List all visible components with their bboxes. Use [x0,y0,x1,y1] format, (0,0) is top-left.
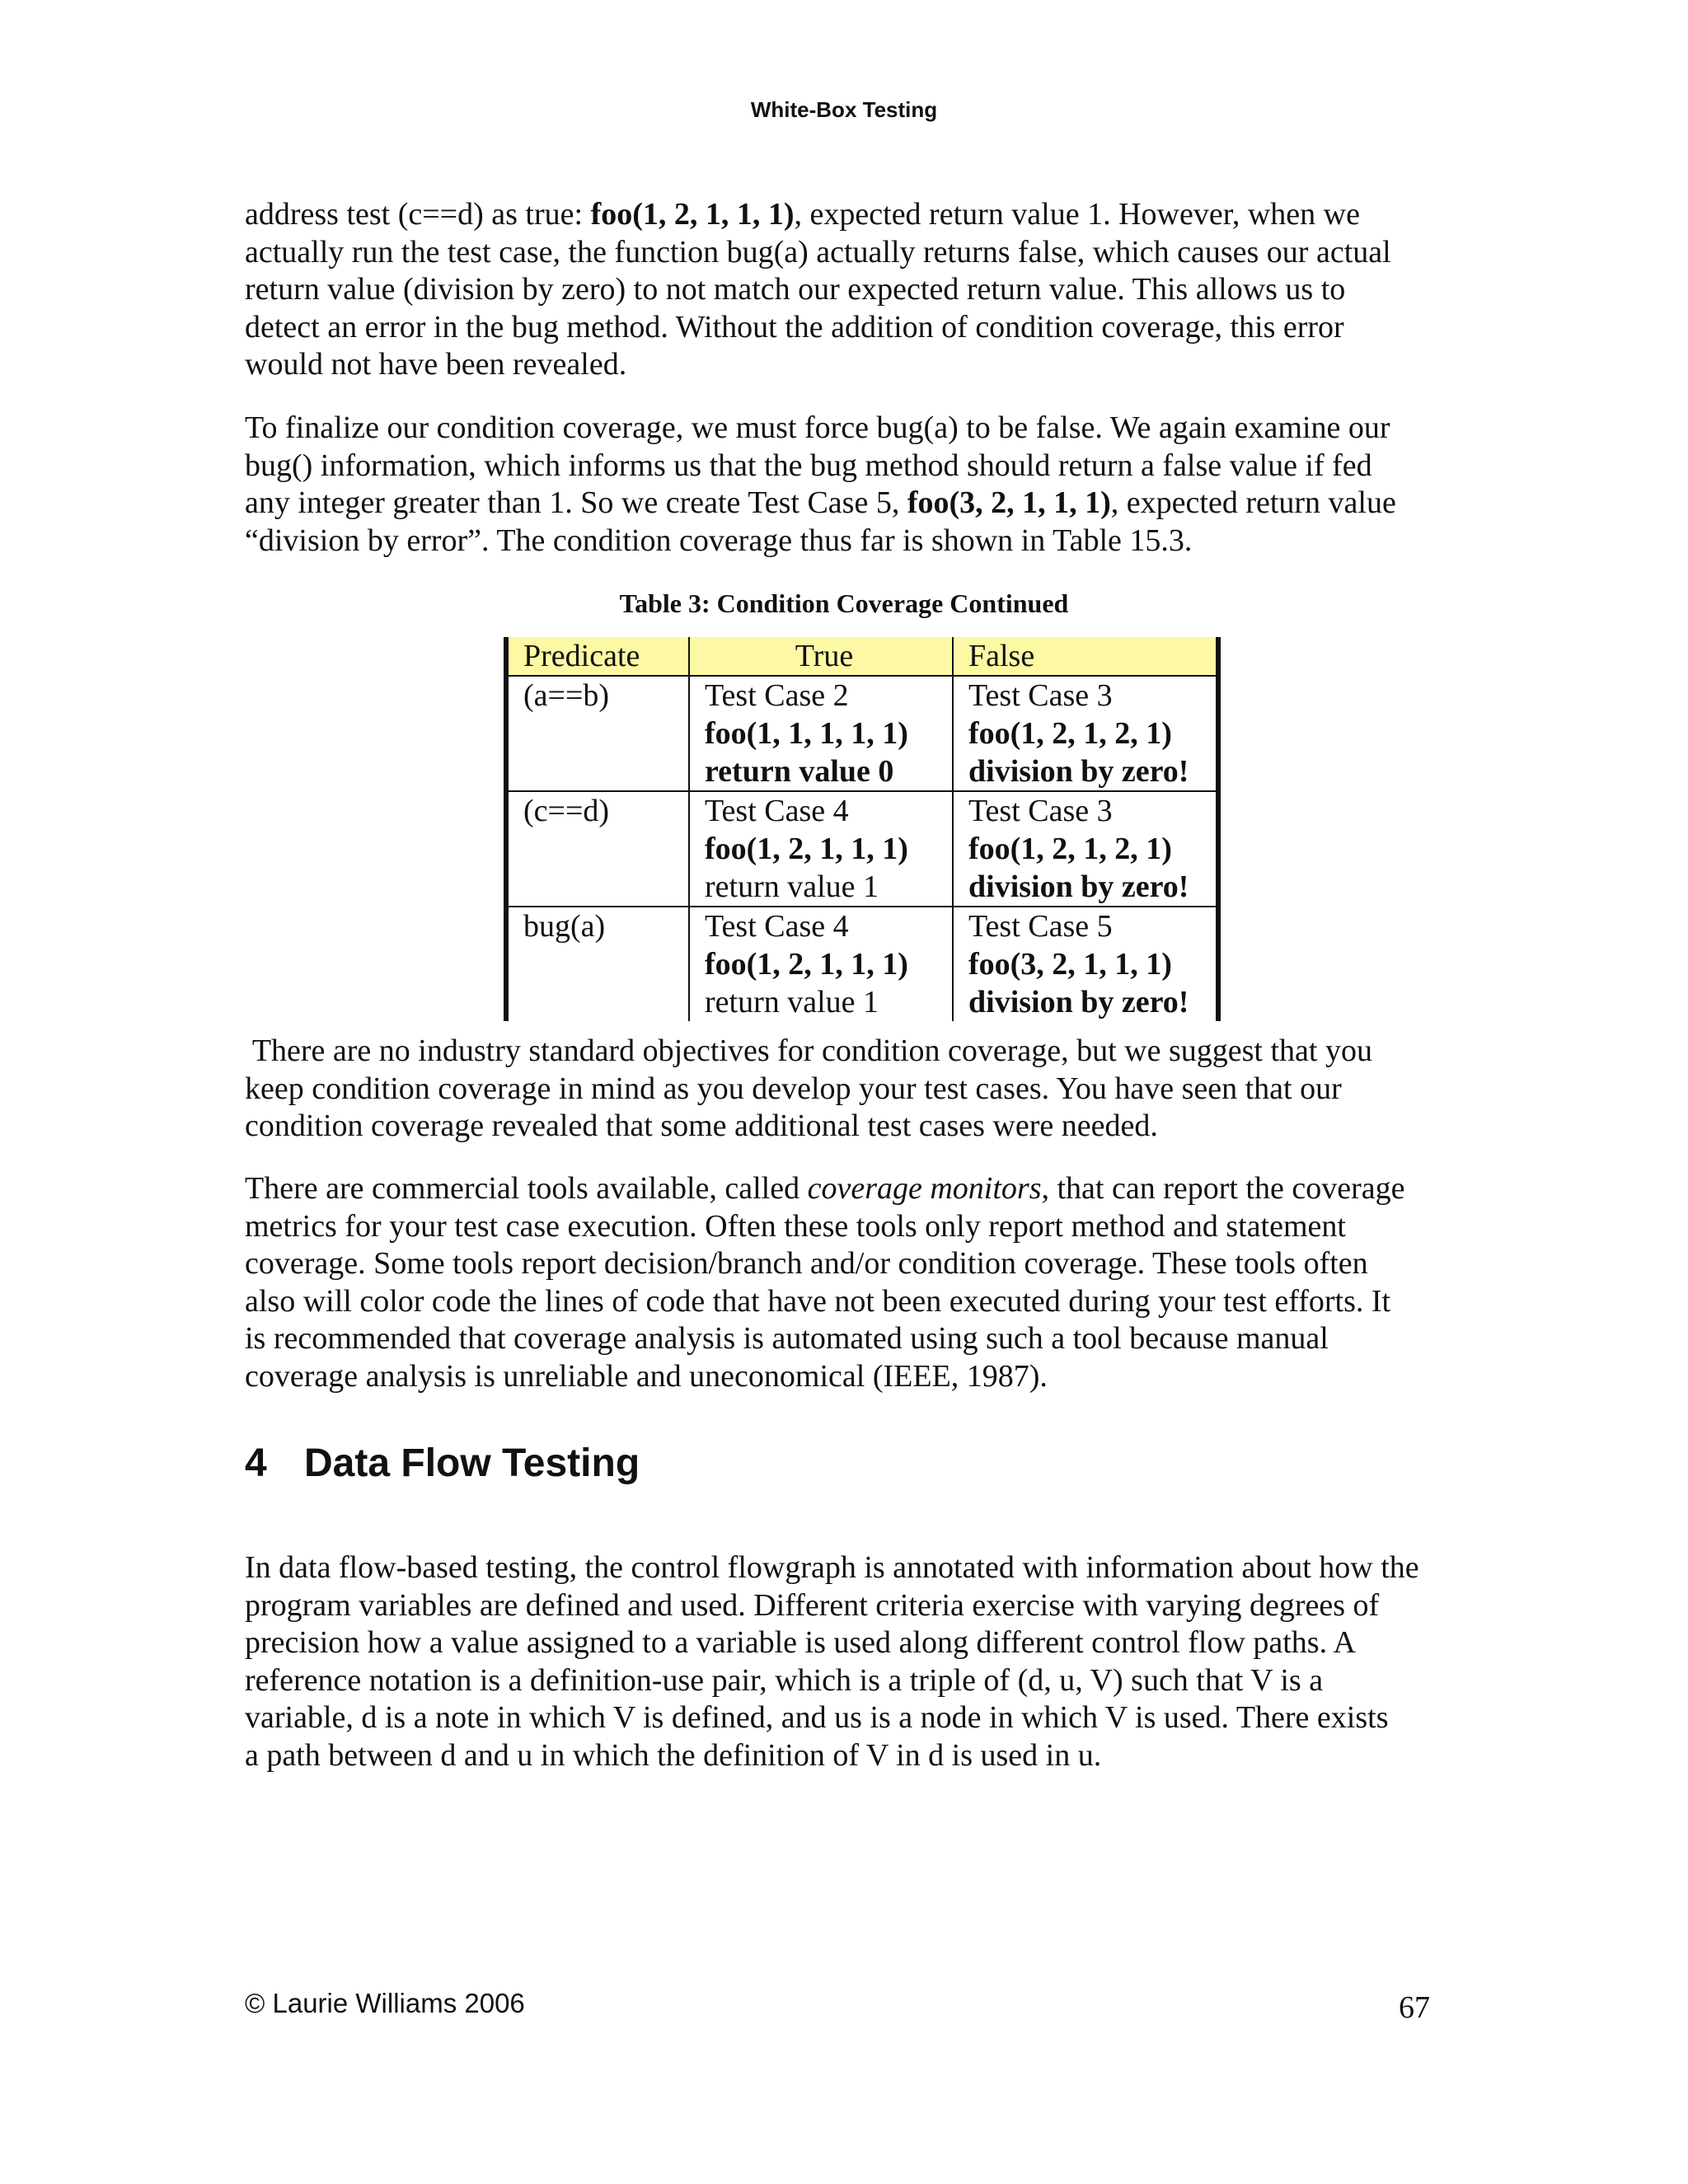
italic-term: coverage monitors [807,1171,1042,1206]
test-call: foo(1, 2, 1, 2, 1) [968,716,1172,751]
section-number: 4 [245,1441,267,1485]
running-header: White-Box Testing [750,97,938,122]
table-row [506,676,1218,791]
paragraph-line: “division by error”. The condition coverage thus far is shown in Table 15.3. [245,523,1193,558]
paragraph-line: bug() information, which informs us that the bug method should return a false value if fed [245,448,1372,483]
paragraph-line: would not have been revealed. [245,347,627,382]
paragraph-3 [245,1033,1481,1146]
paragraph-4 [245,1170,1481,1396]
false-cell [953,791,1218,907]
paragraph-line: reference notation is a definition-use pair, which is a triple of (d, u, V) such that V is a [245,1662,1324,1698]
paragraph-line: coverage analysis is unreliable and uneconomical (IEEE, 1987). [245,1358,1048,1394]
paragraph-line: To finalize our condition coverage, we must force bug(a) to be false. We again examine our [245,410,1390,445]
test-result: division by zero! [968,754,1189,789]
paragraph-text: any integer greater than 1. So we create Test Case 5, [245,485,907,521]
paragraph-line: program variables are defined and used. Different criteria exercise with varying degrees of [245,1587,1380,1623]
test-case-label: Test Case 3 [968,794,1113,828]
paragraph-text: , expected return value 1. However, when we [794,197,1360,232]
code-call: foo(1, 2, 1, 1, 1) [590,197,795,232]
section-title: Data Flow Testing [304,1441,640,1485]
footer-page-number: 67 [1399,1990,1430,2025]
paragraph-line: return value (division by zero) to not match our expected return value. This allows us to [245,272,1346,307]
footer-copyright: © Laurie Williams 2006 [245,1988,525,2018]
paragraph-line: In data flow-based testing, the control flowgraph is annotated with information about how the [245,1550,1419,1585]
test-case-label: Test Case 4 [705,794,849,828]
paragraph-line: detect an error in the bug method. Without the addition of condition coverage, this error [245,309,1344,344]
true-cell [689,791,953,907]
test-result: division by zero! [968,869,1189,904]
column-header-false: False [953,637,1218,676]
test-result: division by zero! [968,985,1189,1019]
paragraph-line: keep condition coverage in mind as you develop your test cases. You have seen that our [245,1071,1342,1106]
table-header-row [506,637,1218,676]
predicate-cell: (a==b) [506,676,689,791]
test-result: return value 1 [705,985,879,1019]
test-case-label: Test Case 2 [705,678,849,713]
predicate-cell: (c==d) [506,791,689,907]
paragraph-line: precision how a value assigned to a variable is used along different control flow paths. A [245,1625,1356,1661]
test-call: foo(3, 2, 1, 1, 1) [968,947,1172,982]
paragraph-line: condition coverage revealed that some additional test cases were needed. [245,1108,1158,1144]
paragraph-line: metrics for your test case execution. Often these tools only report method and statement [245,1208,1346,1244]
paragraph-line: variable, d is a note in which V is defined, and us is a node in which V is used. There exists [245,1700,1389,1736]
code-call: foo(3, 2, 1, 1, 1) [907,485,1111,521]
paragraph-line: is recommended that coverage analysis is automated using such a tool because manual [245,1321,1329,1357]
paragraph-1 [245,196,1481,384]
paragraph-text: , that can report the coverage [1041,1171,1405,1206]
false-cell [953,676,1218,791]
paragraph-line: There are no industry standard objectives for condition coverage, but we suggest that you [245,1033,1372,1068]
test-result: return value 0 [705,754,894,789]
true-cell [689,676,953,791]
paragraph-2 [245,410,1481,560]
paragraph-text: , expected return value [1110,485,1396,521]
paragraph-text: address test (c==d) as true: [245,197,591,232]
section-heading [245,1441,640,1486]
test-call: foo(1, 2, 1, 1, 1) [705,832,908,866]
column-header-predicate: Predicate [506,637,689,676]
test-call: foo(1, 1, 1, 1, 1) [705,716,908,751]
paragraph-line: also will color code the lines of code that have not been executed during your test efforts. It [245,1283,1391,1319]
column-header-true: True [689,637,953,676]
test-call: foo(1, 2, 1, 2, 1) [968,832,1172,866]
table-row [506,791,1218,907]
predicate-cell: bug(a) [506,907,689,1021]
test-result: return value 1 [705,869,879,904]
paragraph-line: coverage. Some tools report decision/branch and/or condition coverage. These tools often [245,1246,1368,1282]
condition-coverage-table [504,637,1221,1021]
false-cell [953,907,1218,1021]
paragraph-line: actually run the test case, the function bug(a) actually returns false, which causes our actual [245,234,1391,269]
test-call: foo(1, 2, 1, 1, 1) [705,947,908,982]
paragraph-text: There are commercial tools available, called [245,1171,808,1206]
test-case-label: Test Case 5 [968,909,1113,944]
table-row [506,907,1218,1021]
paragraph-5 [245,1549,1481,1775]
table-caption: Table 3: Condition Coverage Continued [619,588,1069,618]
true-cell [689,907,953,1021]
paragraph-line: a path between d and u in which the definition of V in d is used in u. [245,1737,1102,1773]
test-case-label: Test Case 4 [705,909,849,944]
test-case-label: Test Case 3 [968,678,1113,713]
